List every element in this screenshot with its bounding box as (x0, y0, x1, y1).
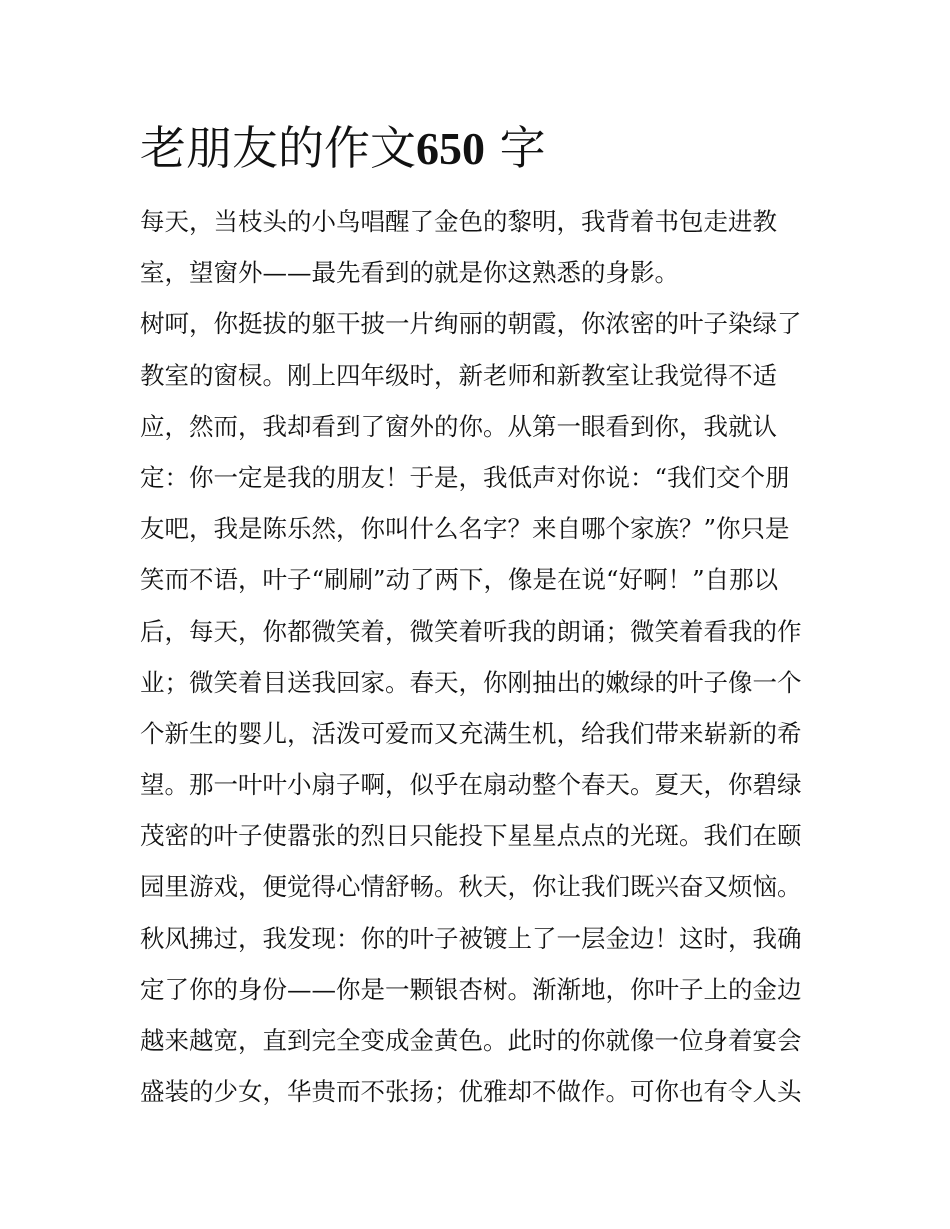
text-line-18: 盛装的少女，华贵而不张扬；优雅却不做作。可你也有令人头 (140, 1077, 802, 1107)
text-line-3: 树呵，你挺拔的躯干披一片绚丽的朝霞，你浓密的叶子染绿了 (140, 309, 802, 339)
text-line-12: 望。那一叶叶小扇子啊，似乎在扇动整个春天。夏天，你碧绿 (140, 770, 802, 800)
text-line-6: 定：你一定是我的朋友！于是，我低声对你说：“我们交个朋 (140, 462, 790, 492)
text-line-1: 每天，当枝头的小鸟唱醒了金色的黎明，我背着书包走进教 (140, 207, 777, 236)
text-line-11: 个新生的婴儿，活泼可爱而又充满生机，给我们带来崭新的希 (140, 718, 802, 748)
text-line-16: 定了你的身份——你是一颗银杏树。渐渐地，你叶子上的金边 (140, 974, 802, 1004)
text-line-8: 笑而不语，叶子“刷刷”动了两下，像是在说“好啊！”自那以 (140, 565, 779, 595)
title-number: 650 (416, 123, 485, 174)
text-line-10: 业；微笑着目送我回家。春天，你刚抽出的嫩绿的叶子像一个 (140, 667, 802, 697)
text-line-2: 室，望窗外——最先看到的就是你这熟悉的身影。 (140, 258, 679, 288)
text-line-7: 友吧，我是陈乐然，你叫什么名字？来自哪个家族？”你只是 (140, 514, 790, 544)
text-line-15: 秋风拂过，我发现：你的叶子被镀上了一层金边！这时，我确 (140, 923, 802, 953)
text-line-17: 越来越宽，直到完全变成金黄色。此时的你就像一位身着宴会 (140, 1026, 802, 1055)
title-suffix: 字 (499, 121, 546, 175)
text-line-9: 后，每天，你都微笑着，微笑着听我的朗诵；微笑着看我的作 (140, 616, 802, 646)
text-line-13: 茂密的叶子使嚣张的烈日只能投下星星点点的光斑。我们在颐 (140, 821, 802, 851)
text-line-14: 园里游戏，便觉得心情舒畅。秋天，你让我们既兴奋又烦恼。 (140, 872, 802, 902)
essay-body (140, 196, 820, 1117)
text-line-5: 应，然而，我却看到了窗外的你。从第一眼看到你，我就认 (140, 411, 777, 441)
text-line-4: 教室的窗棂。刚上四年级时，新老师和新教室让我觉得不适 (140, 360, 777, 390)
title-text: 老朋友的作文 (140, 121, 416, 175)
page-title (140, 118, 820, 179)
